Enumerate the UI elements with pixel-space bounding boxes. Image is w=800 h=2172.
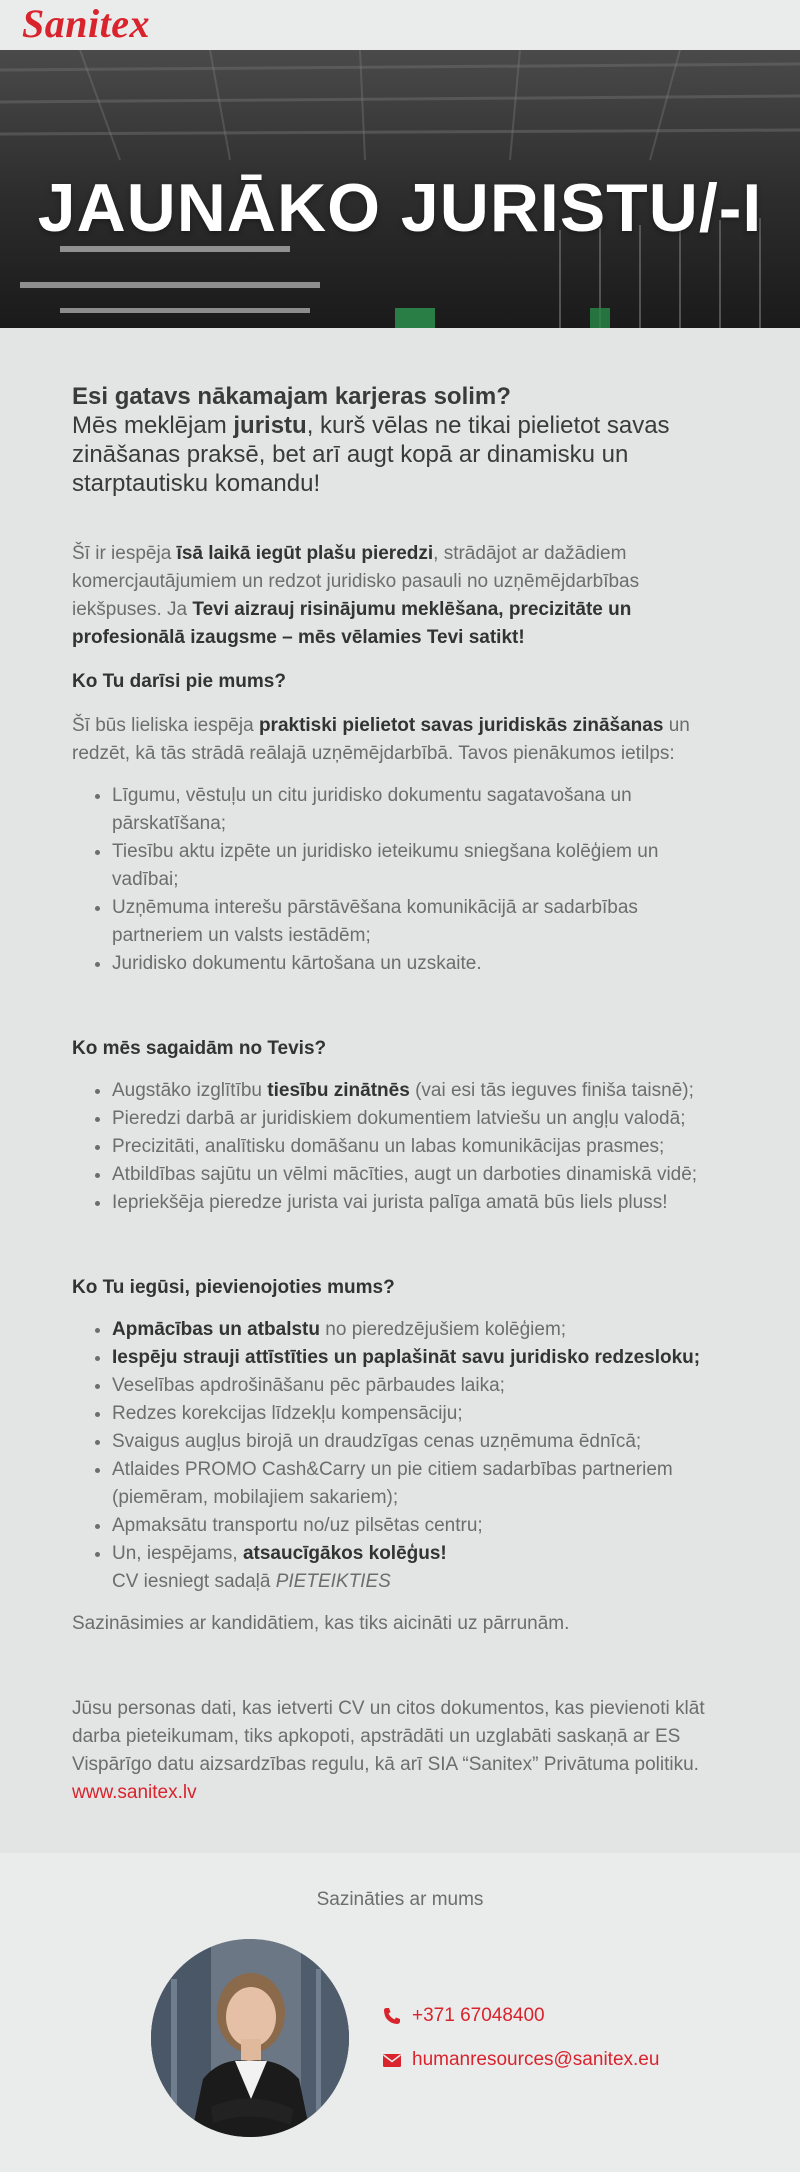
list-item: • Apmaksātu transportu no/uz pilsētas centru;	[112, 1512, 728, 1540]
closing-text: Sazināsimies ar kandidātiem, kas tiks aicināti uz pārrunām.	[72, 1613, 570, 1634]
contact-phone[interactable]	[382, 2005, 545, 2027]
email-address[interactable]: humanresources@sanitex.eu	[412, 2049, 660, 2070]
contact-title: Sazināties ar mums	[316, 1889, 484, 1910]
list-item: • Un, iespējams, atsaucīgākos kolēģus! CV iesniegt sadaļā PIETEIKTIES	[112, 1540, 728, 1596]
intro-text: Mēs meklējam juristu, kurš vēlas ne tikai pielietot savas zināšanas praksē, bet arī augt kopā ar dinamisku un starptautisku komandu!	[72, 412, 670, 497]
duties-heading: Ko Tu darīsi pie mums?	[72, 671, 286, 692]
expectations-heading: Ko mēs sagaidām no Tevis?	[72, 1038, 327, 1059]
contact-email[interactable]	[382, 2049, 659, 2071]
list-item: • Svaigus augļus birojā un draudzīgas cenas uzņēmuma ēdnīcā;	[112, 1428, 728, 1456]
privacy-notice: Jūsu personas dati, kas ietverti CV un citos dokumentos, kas pievienoti klāt darba pieteikumam, tiks apkopoti, apstrādāti un uzglabāti saskaņā ar ES Vispārīgo datu aizsardzības regulu, kā arī SIA “Sanitex” Privātuma politiku. www.sanitex.lv	[72, 1698, 705, 1803]
list-item: • Atbildības sajūtu un vēlmi mācīties, augt un darboties dinamiskā vidē;	[112, 1161, 728, 1189]
list-item: • Precizitāti, analītisku domāšanu un labas komunikācijas prasmes;	[112, 1133, 728, 1161]
hero-banner	[0, 50, 800, 328]
contact-section	[0, 1853, 800, 2172]
list-item: • Veselības apdrošināšanu pēc pārbaudes laika;	[112, 1372, 728, 1400]
sanitex-logo[interactable]: Sanitex	[22, 1, 150, 46]
top-bar	[0, 0, 800, 50]
page-title: JAUNĀKO JURISTU/-I	[37, 170, 763, 246]
phone-icon	[382, 2006, 402, 2026]
list-item: • Iepriekšēja pieredze jurista vai jurista palīga amatā būs liels pluss!	[112, 1189, 728, 1217]
phone-number[interactable]: +371 67048400	[412, 2005, 545, 2026]
list-item: • Iespēju strauji attīstīties un paplašināt savu juridisko redzesloku;	[112, 1344, 728, 1372]
envelope-icon	[382, 2050, 402, 2070]
list-item: • Pieredzi darbā ar juridiskiem dokumentiem latviešu un angļu valodā;	[112, 1105, 728, 1133]
list-item: • Atlaides PROMO Cash&Carry un pie citiem sadarbības partneriem (piemēram, mobilajiem sakariem);	[112, 1456, 728, 1512]
list-item: • Apmācības un atbalstu no pieredzējušiem kolēģiem;	[112, 1316, 728, 1344]
intro-heading: Esi gatavs nākamajam karjeras solim?	[72, 383, 511, 410]
benefits-list	[72, 1316, 728, 1596]
duties-list	[72, 782, 728, 978]
recruiter-photo	[151, 1939, 349, 2137]
benefits-heading: Ko Tu iegūsi, pievienojoties mums?	[72, 1277, 395, 1298]
list-item: • Augstāko izglītību tiesību zinātnēs (vai esi tās ieguves finiša taisnē);	[112, 1077, 728, 1105]
cv-instruction: CV iesniegt sadaļā PIETEIKTIES	[112, 1571, 391, 1592]
list-item: • Juridisko dokumentu kārtošana un uzskaite.	[112, 950, 728, 978]
website-link[interactable]: www.sanitex.lv	[72, 1782, 197, 1803]
opportunity-paragraph: Šī ir iespēja īsā laikā iegūt plašu pieredzi, strādājot ar dažādiem komercjautājumiem un redzot juridisko pasauli no uzņēmējdarbības iekšpuses. Ja Tevi aizrauj risinājumu meklēšana, precizitāte un profesionālā izaugsme – mēs vēlamies Tevi satikt!	[72, 543, 640, 648]
list-item: • Redzes korekcijas līdzekļu kompensāciju;	[112, 1400, 728, 1428]
list-item: • Uzņēmuma interešu pārstāvēšana komunikācijā ar sadarbības partneriem un valsts iestādēm;	[112, 894, 728, 950]
intro-block	[72, 382, 728, 498]
list-item: • Līgumu, vēstuļu un citu juridisko dokumentu sagatavošana un pārskatīšana;	[112, 782, 728, 838]
list-item: • Tiesību aktu izpēte un juridisko ieteikumu sniegšana kolēģiem un vadībai;	[112, 838, 728, 894]
job-description	[0, 328, 800, 1807]
duties-intro: Šī būs lieliska iespēja praktiski pielietot savas juridiskās zināšanas un redzēt, kā tās strādā reālajā uzņēmējdarbībā. Tavos pienākumos ietilps:	[72, 715, 690, 764]
avatar	[151, 1939, 349, 2137]
expectations-list	[72, 1077, 728, 1217]
